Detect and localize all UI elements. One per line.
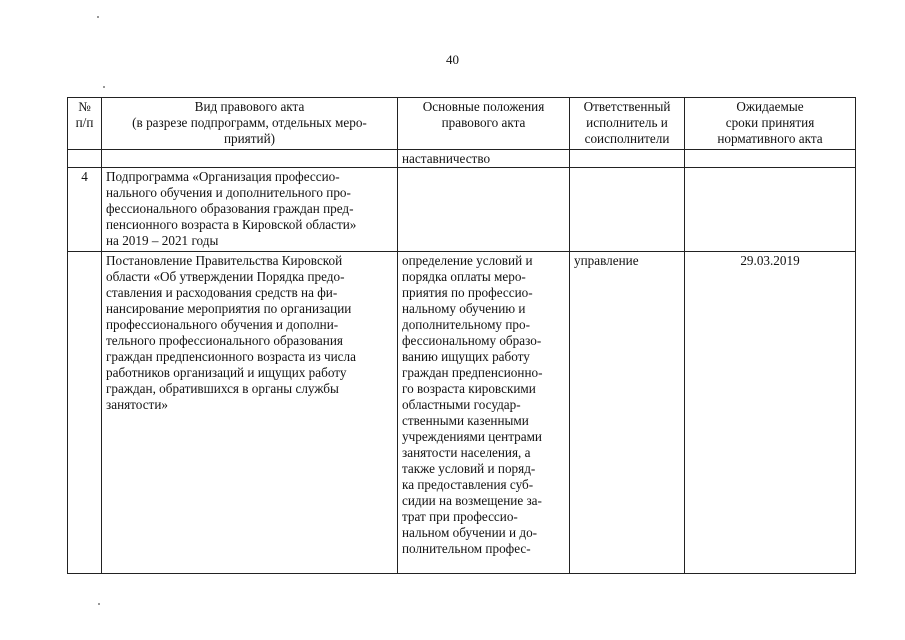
scan-speck — [97, 16, 99, 18]
cell-num: 4 — [68, 168, 102, 252]
cell-act-kind: Постановление Правительства Кировской области «Об утверждении Порядка предо- ставления и расходования средств на фи- нансирование мероприятия по организации профессионального обучения и дополни- тельного профессионального образования граждан предпенсионного возраста из числа работников организаций и ищущих работу граждан, обратившихся в органы службы занятости» — [102, 252, 398, 574]
legal-acts-table — [67, 97, 856, 574]
table-header-row — [68, 98, 856, 150]
cell-responsible: управление — [570, 252, 685, 574]
cell-num — [68, 252, 102, 574]
scan-speck — [98, 603, 100, 605]
scan-speck — [103, 86, 105, 88]
cell-term — [685, 150, 856, 168]
cell-term: 29.03.2019 — [685, 252, 856, 574]
cell-num — [68, 150, 102, 168]
table-row-continuation — [68, 150, 856, 168]
cell-provisions: наставничество — [398, 150, 570, 168]
header-responsible: Ответственный исполнитель и соисполнители — [570, 98, 685, 150]
cell-responsible — [570, 168, 685, 252]
header-main-provisions: Основные положения правового акта — [398, 98, 570, 150]
header-expected-terms: Ожидаемые сроки принятия нормативного акта — [685, 98, 856, 150]
cell-provisions — [398, 168, 570, 252]
cell-term — [685, 168, 856, 252]
table-row-subprogram — [68, 168, 856, 252]
cell-subprogram-title: Подпрограмма «Организация профессио- нального обучения и дополнительного про- фессионального образования граждан пред- пенсионного возраста в Кировской области» на 2019 – 2021 годы — [102, 168, 398, 252]
header-num: № п/п — [68, 98, 102, 150]
header-act-kind: Вид правового акта (в разрезе подпрограмм, отдельных меро- приятий) — [102, 98, 398, 150]
cell-act-kind — [102, 150, 398, 168]
table-row-act — [68, 252, 856, 574]
cell-provisions: определение условий и порядка оплаты меро- приятия по профессио- нальному обучению и дополнительному про- фессиональному образо- ванию ищущих работу граждан предпенсионно- го возраста кировскими областными государ- ственными казенными учреждениями центрами занятости населения, а также условий и поряд- ка предоставления суб- сидии на возмещение за- трат при профессио- нальном обучении и до- полнительном профес- — [398, 252, 570, 574]
cell-responsible — [570, 150, 685, 168]
page-number: 40 — [446, 52, 459, 67]
